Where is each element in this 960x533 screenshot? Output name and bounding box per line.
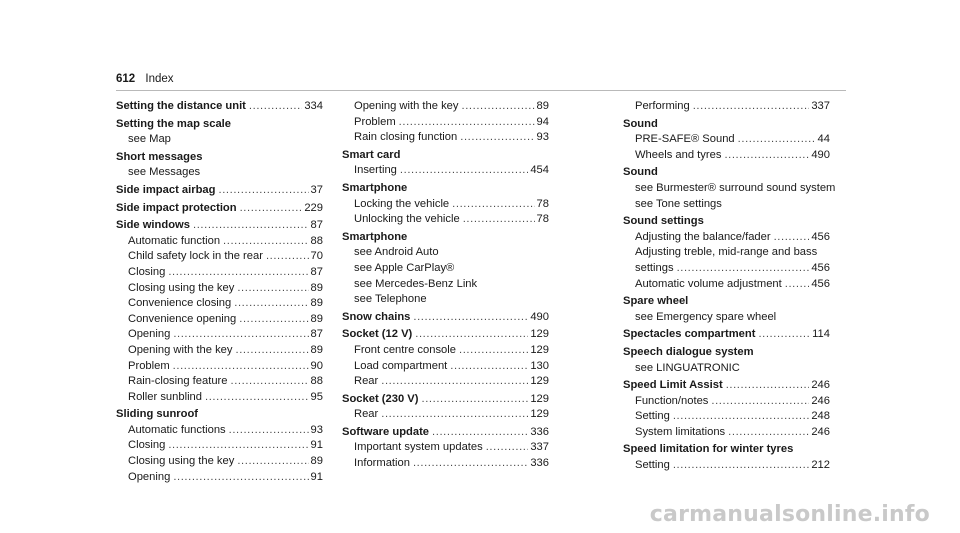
index-subentry (342, 456, 549, 472)
dot-leader (461, 99, 534, 115)
entry-label: Rear (354, 408, 379, 421)
dot-leader (205, 390, 309, 406)
index-entry (116, 183, 323, 199)
dot-leader (452, 197, 534, 213)
index-subentry (342, 374, 549, 390)
entry-label: Inserting (354, 164, 397, 177)
entry-label: Spectacles compartment (623, 328, 756, 341)
entry-label: Opening with the key (354, 100, 459, 112)
index-entry (116, 150, 323, 166)
entry-label: Closing using the key (128, 455, 235, 468)
index-subentry (116, 312, 323, 328)
entry-label: Closing using the key (128, 281, 235, 294)
page-reference-link[interactable]: 456 (811, 277, 830, 290)
index-subentry (116, 281, 323, 297)
entry-label: Socket (230 V) (342, 392, 419, 405)
page-reference-link[interactable]: 229 (304, 201, 323, 214)
index-subentry (623, 277, 830, 293)
entry-label: Setting (635, 410, 670, 423)
index-entry (623, 294, 830, 310)
page-reference-link[interactable]: 90 (310, 359, 323, 372)
dot-leader (231, 374, 309, 390)
dot-leader (711, 394, 809, 410)
page-reference-link[interactable]: 490 (530, 310, 549, 323)
entry-label: Locking the vehicle (354, 197, 450, 210)
entry-label: see Messages (128, 166, 201, 179)
index-subentry (116, 132, 323, 148)
page-reference-link[interactable]: 129 (530, 392, 549, 405)
index-column-2 (342, 99, 549, 472)
index-column-1 (116, 99, 323, 485)
dot-leader (381, 407, 528, 423)
entry-label: Side impact airbag (116, 183, 216, 196)
index-subentry (342, 130, 549, 146)
entry-label: Sound (623, 117, 658, 130)
entry-label: see LINGUATRONIC (635, 361, 740, 374)
page-reference-link[interactable]: 129 (530, 408, 549, 421)
dot-leader (249, 99, 302, 115)
dot-leader (432, 425, 528, 441)
index-subentry (623, 409, 830, 425)
index-subentry (116, 265, 323, 281)
page-reference-link[interactable]: 88 (310, 234, 323, 247)
entry-label: Side windows (116, 219, 190, 232)
page-reference-link[interactable]: 93 (310, 423, 323, 436)
index-subentry (623, 394, 830, 410)
page-reference-link[interactable]: 89 (310, 455, 323, 468)
entry-label: see Apple CarPlay® (354, 261, 455, 274)
index-subentry (342, 343, 549, 359)
index-subentry (623, 181, 836, 197)
entry-label: Opening with the key (128, 343, 233, 356)
entry-label: System limitations (635, 425, 726, 438)
entry-label: Setting (635, 459, 670, 472)
index-subentry (116, 438, 323, 454)
entry-label: PRE-SAFE® Sound (635, 133, 735, 146)
page-reference-link[interactable]: 78 (536, 213, 549, 226)
index-entry (623, 378, 830, 394)
entry-label: Unlocking the vehicle (354, 213, 460, 226)
index-subentry (623, 261, 830, 277)
dot-leader (785, 277, 810, 293)
page-reference-link[interactable]: 89 (310, 297, 323, 310)
dot-leader (168, 438, 308, 454)
entry-label: Software update (342, 425, 430, 438)
index-subentry (116, 234, 323, 250)
index-entry (342, 230, 549, 246)
dot-leader (173, 470, 308, 486)
entry-label: Closing (128, 265, 166, 278)
entry-label: Closing (128, 439, 166, 452)
page-number: 612 (116, 73, 136, 85)
dot-leader (235, 343, 308, 359)
dot-leader (673, 409, 809, 425)
entry-label: Rain-closing feature (128, 375, 228, 388)
index-subentry (116, 249, 323, 265)
dot-leader (415, 327, 528, 343)
dot-leader (421, 392, 528, 408)
page-reference-link[interactable]: 91 (310, 470, 323, 483)
entry-label: Setting the map scale (116, 117, 232, 130)
entry-label: Performing (635, 100, 690, 112)
entry-label: Speed limitation for winter tyres (623, 443, 794, 456)
dot-leader (193, 218, 309, 234)
index-entry (116, 218, 323, 234)
entry-label: settings (635, 261, 674, 274)
entry-label: Side impact protection (116, 201, 237, 214)
dot-leader (399, 115, 535, 131)
page-reference-link[interactable]: 129 (530, 328, 549, 341)
page-reference-link[interactable]: 454 (530, 164, 549, 177)
dot-leader (728, 425, 809, 441)
page-reference-link[interactable]: 93 (536, 131, 549, 144)
index-subentry (623, 425, 830, 441)
page-reference-link[interactable]: 87 (310, 265, 323, 278)
index-entry (116, 407, 323, 423)
page-reference-link[interactable]: 456 (811, 261, 830, 274)
dot-leader (234, 296, 308, 312)
index-subentry (116, 374, 323, 390)
dot-leader (463, 212, 535, 228)
entry-label: Child safety lock in the rear (128, 250, 263, 263)
index-subentry (623, 230, 830, 246)
index-column-3 (623, 99, 836, 474)
index-entry (623, 214, 830, 230)
page-reference-link[interactable]: 94 (536, 115, 549, 128)
page-reference-link[interactable]: 248 (811, 410, 830, 423)
entry-label: Rear (354, 375, 379, 388)
entry-label: Spare wheel (623, 295, 689, 308)
entry-label: Rain closing function (354, 131, 458, 144)
index-entry (342, 392, 549, 408)
index-subentry (116, 423, 323, 439)
index-subentry (623, 148, 830, 164)
dot-leader (173, 359, 309, 375)
page-reference-link[interactable]: 89 (310, 343, 323, 356)
dot-leader (738, 132, 816, 148)
page-reference-link[interactable]: 87 (310, 219, 323, 232)
entry-label: Opening (128, 470, 171, 483)
page-reference-link[interactable]: 89 (310, 281, 323, 294)
dot-leader (726, 378, 810, 394)
index-entry (342, 425, 549, 441)
index-subentry (116, 296, 323, 312)
entry-label: Speed Limit Assist (623, 379, 723, 392)
page-reference-link[interactable]: 334 (304, 100, 323, 112)
entry-label: Problem (354, 115, 396, 128)
index-entry (116, 117, 323, 133)
entry-label: Automatic volume adjustment (635, 277, 782, 290)
entry-label: Function/notes (635, 394, 709, 407)
page-reference-link[interactable]: 88 (310, 375, 323, 388)
page-reference-link[interactable]: 78 (536, 197, 549, 210)
entry-label: see Android Auto (354, 246, 439, 259)
index-subentry (342, 359, 549, 375)
index-subentry (342, 115, 549, 131)
page-reference-link[interactable]: 246 (811, 425, 830, 438)
index-entry (342, 327, 549, 343)
index-subentry (116, 359, 323, 375)
dot-leader (450, 359, 528, 375)
page-header (116, 73, 174, 85)
dot-leader (266, 249, 309, 265)
entry-label: Automatic function (128, 234, 221, 247)
page-reference-link[interactable]: 44 (817, 133, 830, 146)
page-reference-link[interactable]: 212 (811, 459, 830, 472)
entry-label: Smart card (342, 148, 401, 161)
index-subentry (342, 163, 549, 179)
dot-leader (237, 454, 308, 470)
entry-label: Roller sunblind (128, 390, 203, 403)
index-subentry (342, 292, 549, 308)
page-reference-link[interactable]: 89 (310, 312, 323, 325)
index-entry (116, 99, 323, 115)
page-reference-link[interactable]: 91 (310, 439, 323, 452)
index-subentry (342, 407, 549, 423)
dot-leader (223, 234, 309, 250)
entry-label: Smartphone (342, 230, 408, 243)
index-entry (623, 442, 830, 458)
dot-leader (413, 310, 528, 326)
index-entry (623, 165, 830, 181)
page-reference-link[interactable]: 89 (536, 100, 549, 112)
entry-label: Sound settings (623, 215, 704, 228)
header-divider (116, 90, 846, 91)
entry-label: Adjusting the balance/fader (635, 230, 771, 243)
index-subentry (342, 261, 549, 277)
page-reference-link[interactable]: 336 (530, 457, 549, 470)
entry-label: Speech dialogue system (623, 345, 754, 358)
entry-label: Important system updates (354, 441, 483, 454)
entry-label: Socket (12 V) (342, 328, 413, 341)
entry-label: Convenience closing (128, 297, 232, 310)
watermark: carmanualsonline.info (649, 502, 930, 527)
entry-label: Wheels and tyres (635, 148, 722, 161)
page-reference-link[interactable]: 490 (811, 148, 830, 161)
page-reference-link[interactable]: 337 (530, 441, 549, 454)
index-subentry (342, 197, 549, 213)
index-subentry (342, 440, 549, 456)
entry-label: Problem (128, 359, 170, 372)
entry-label: Short messages (116, 150, 203, 163)
dot-leader (168, 265, 308, 281)
page-reference-link[interactable]: 70 (310, 250, 323, 263)
index-entry (623, 327, 830, 343)
page-title: Index (145, 73, 174, 85)
dot-leader (673, 458, 809, 474)
entry-label: see Emergency spare wheel (635, 310, 777, 323)
index-subentry (116, 165, 323, 181)
entry-label: see Tone settings (635, 197, 722, 210)
index-subentry (342, 245, 549, 261)
entry-label: see Mercedes-Benz Link (354, 277, 478, 290)
index-subentry (623, 197, 830, 213)
dot-leader (677, 261, 810, 277)
entry-label: Automatic functions (128, 423, 226, 436)
index-entry (342, 148, 549, 164)
entry-label: see Telephone (354, 293, 427, 306)
index-entry (342, 310, 549, 326)
index-subentry (116, 454, 323, 470)
dot-leader (218, 183, 308, 199)
dot-leader (758, 327, 810, 343)
dot-leader (240, 201, 303, 217)
index-entry (623, 117, 830, 133)
page-reference-link[interactable]: 114 (812, 328, 830, 341)
page-reference-link[interactable]: 246 (811, 379, 830, 392)
index-subentry (623, 310, 830, 326)
index-subentry (116, 470, 323, 486)
dot-leader (400, 163, 528, 179)
page-reference-link[interactable]: 129 (530, 375, 549, 388)
index-subentry (342, 212, 549, 228)
index-subentry (623, 361, 830, 377)
page-reference-link[interactable]: 95 (310, 390, 323, 403)
index-subentry (116, 327, 323, 343)
entry-label: Sliding sunroof (116, 408, 199, 421)
entry-label: Opening (128, 328, 171, 341)
index-subentry (623, 132, 830, 148)
entry-label: Convenience opening (128, 312, 237, 325)
entry-label: see Burmester® surround sound system (635, 181, 836, 194)
page-reference-link[interactable]: 87 (310, 328, 323, 341)
entry-label: Setting the distance unit (116, 100, 246, 112)
dot-leader (460, 130, 534, 146)
index-subentry (342, 277, 549, 293)
dot-leader (229, 423, 309, 439)
page-reference-link[interactable]: 37 (310, 183, 323, 196)
page-reference-link[interactable]: 130 (530, 359, 549, 372)
entry-label: Smartphone (342, 181, 408, 194)
page-reference-link[interactable]: 336 (530, 425, 549, 438)
index-subentry (623, 99, 830, 115)
index-entry (342, 181, 549, 197)
index-subentry (623, 245, 830, 261)
dot-leader (459, 343, 528, 359)
dot-leader (724, 148, 809, 164)
dot-leader (774, 230, 810, 246)
dot-leader (693, 99, 810, 115)
dot-leader (239, 312, 308, 328)
entry-label: Load compartment (354, 359, 448, 372)
page-reference-link[interactable]: 337 (811, 100, 830, 112)
index-subentry (116, 390, 323, 406)
dot-leader (486, 440, 529, 456)
dot-leader (237, 281, 308, 297)
page-reference-link[interactable]: 246 (811, 394, 830, 407)
entry-label: Front centre console (354, 343, 456, 356)
index-subentry (623, 458, 830, 474)
entry-label: Sound (623, 166, 658, 179)
page-reference-link[interactable]: 129 (530, 343, 549, 356)
index-subentry (116, 343, 323, 359)
dot-leader (381, 374, 528, 390)
entry-label: see Map (128, 133, 171, 146)
index-entry (623, 345, 830, 361)
index-subentry (342, 99, 549, 115)
dot-leader (173, 327, 308, 343)
entry-label: Snow chains (342, 310, 411, 323)
dot-leader (413, 456, 528, 472)
entry-label: Information (354, 457, 410, 470)
entry-label: Adjusting treble, mid-range and bass (635, 246, 818, 259)
index-entry (116, 201, 323, 217)
page-reference-link[interactable]: 456 (811, 230, 830, 243)
